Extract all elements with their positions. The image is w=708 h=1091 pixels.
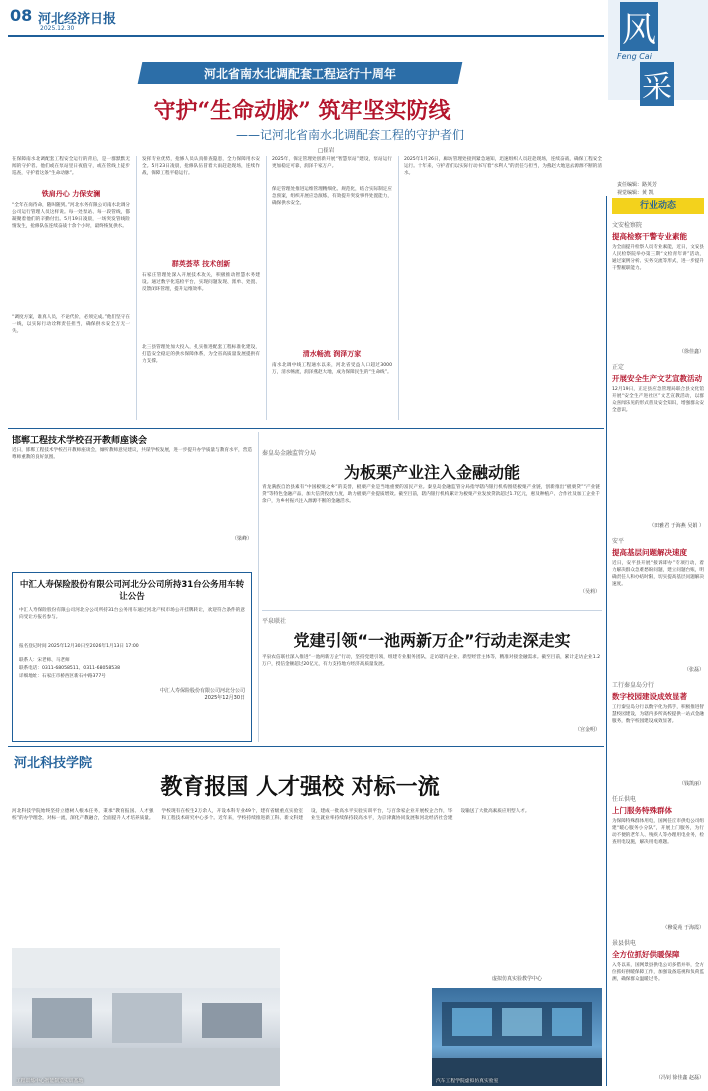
right-brief-3-kicker: 安平: [612, 538, 625, 545]
right-brief-6-kicker: 景县供电: [612, 940, 637, 947]
masthead-rule: [8, 35, 604, 37]
right-brief-1-kicker: 文安检察院: [612, 222, 643, 229]
issue-date: 2025.12.30: [40, 25, 75, 32]
lead-col-1: [12, 156, 130, 424]
lead-subhead: ——记河北省南水北调配套工程的守护者们: [235, 128, 464, 142]
brief-handan-body: [12, 447, 252, 547]
mid-story-2-headline: 党建引领“一池两新万企”行动走深走实: [293, 631, 571, 650]
sim-lab-caption: 汽车工程学院虚拟仿真实验室: [436, 1079, 499, 1084]
lead-subhead-2: 群英荟萃 技术创新: [171, 260, 231, 268]
right-brief-3-text: 近日，安平县开展“接诉即办”专项行动，着力解决群众急难愁盼问题，建立问题台账，明确责任人和办结时限，切实提高基层问题解决速度。: [612, 561, 704, 587]
transfer-notice-phone: 联系电话：0311-68058511、0311-68058538: [19, 666, 121, 671]
bottom-story-col-text: [286, 948, 426, 1086]
bottom-story-body: [12, 808, 602, 948]
section-char-cai: 采: [640, 62, 674, 106]
editor-line-2: 视觉编辑：黄 凯: [617, 190, 654, 196]
training-center-photo: [12, 948, 280, 1086]
right-brief-3-title: 提高基层问题解决速度: [612, 548, 687, 557]
right-brief-1-text: 为全面提升检察人员专业素能，近日，文安县人民检察院举办第三期“文检青年讲”活动，通过案例分析、实务交流等形式，进一步提升干警履职能力。: [612, 245, 704, 271]
industry-news-header: 行业动态: [612, 198, 704, 214]
page-number: 08: [10, 6, 33, 25]
lead-para-5: 石家庄管理处深入开展技术攻关，积极推动智慧水务建设。通过数字化巡检平台，实现问题发现、派单、处置、反馈闭环管理，提升运维效率。: [142, 273, 260, 292]
mid-story-2-kicker: 平泉联社: [262, 618, 287, 625]
col-divider: [258, 432, 259, 742]
mid-story-2-body: [262, 654, 600, 740]
mid-story-1-body: [262, 484, 600, 604]
banner-text: 河北省南水北调配套工程运行十周年: [203, 67, 396, 81]
right-brief-1: [612, 220, 704, 358]
bottom-story-kicker: 河北科技学院: [14, 756, 93, 771]
right-brief-6-text: 入冬以来，国网景县供电公司多措并举，全方位抓好供暖保障工作，加强设备巡视和负荷监测，确保群众温暖过冬。: [612, 963, 704, 982]
bottom-story-text: 河北科技学院始终坚持立德树人根本任务，秉承“教育报国、人才强校”的办学理念，对标一流，深化产教融合，全面提升人才培养质量。学校现有在校生2万余人，开设本科专业49个，建有省级重点实验室和工程技术研究中心多个。近年来，学校持续推进新工科、新文科建设，建成一批高水平实验实训平台，与百余家企业开展校企合作，毕业生就业率持续保持较高水平，为京津冀协同发展和河北经济社会建设输送了大批高素质应用型人才。: [12, 809, 530, 821]
lead-para-8: 保定管理处推进运维管理精细化、规范化，结合实际制定应急预案，组织开展应急演练，有效提升突发事件处置能力，确保供水安全。: [272, 187, 392, 206]
right-brief-1-sig: （徐佳鑫）: [678, 349, 704, 355]
section-char-feng: 风: [620, 2, 658, 51]
col-divider: [266, 156, 267, 420]
section-rule: [8, 746, 604, 747]
right-brief-6-title: 全方位抓好供暖保障: [612, 950, 680, 959]
paper-name: 河北经济日报: [38, 12, 117, 27]
right-brief-6-sig: （冯钊 徐佳鑫 赵磊）: [655, 1075, 704, 1081]
brief-handan-sig: （梁峰）: [231, 536, 252, 542]
lead-para-2: “全年在岗待命，随叫随到。”河北水务有限公司南水北调分公司运行管理人员这样说。每一处泵站、每一段管线，都凝聚着他们的辛勤付出。5月19日凌晨，一场突发管线险情发生，抢修队伍连续奋战十余个小时，最终恢复供水。: [12, 203, 130, 229]
right-brief-5-kicker: 任丘供电: [612, 796, 637, 803]
sim-center-caption: 虚拟仿真实验教学中心: [491, 976, 542, 982]
right-brief-1-title: 提高检察干警专业素能: [612, 232, 687, 241]
right-brief-2: [612, 362, 704, 532]
sim-lab-photo: [432, 988, 602, 1086]
right-brief-4-title: 数字校园建设成效显著: [612, 692, 687, 701]
lead-col-3: [272, 156, 392, 424]
transfer-notice-address: 详细地址：石家庄市桥西区新石中路377号: [19, 674, 106, 679]
right-brief-2-sig: （田雅君 于海燕 吴娟 ）: [649, 523, 704, 529]
right-brief-2-text: 12月19日，正定县应急管理局联合县文化馆开展“安全生产进社区”文艺宣教活动，以群众喜闻乐见的形式普及安全知识，增强群众安全意识。: [612, 387, 704, 413]
lead-para-10: 2025年1月26日，廊坊管理处接到紧急通知，迅速组织人员赶赴现场，连续奋战，确保工程安全运行。十年来，守护者们以实际行动书写着“水利人”的责任与担当，为燕赵大地送去源源不断的清水。: [404, 157, 602, 176]
transfer-notice-signer: 中汇人寿保险股份有限公司河北分公司: [159, 688, 245, 694]
lead-col-4: [404, 156, 602, 424]
lead-subhead-3: 清水畅流 润泽万家: [302, 350, 362, 358]
sim-lab-illustration: [432, 988, 602, 1086]
right-brief-4: [612, 680, 704, 790]
mid-story-2-sig: （宫金明）: [574, 727, 600, 733]
transfer-notice-text: 中汇人寿保险股份有限公司河北分公司所持31台公务用车通过河北产权市场公开挂牌转让，欢迎符合条件的意向受让方报名参与。: [19, 608, 245, 620]
right-brief-4-text: 工行秦皇岛分行以数字化为抓手，积极推进智慧校园建设，为辖内多所高校提供一站式金融服务，数字校园建设成效显著。: [612, 705, 704, 724]
lead-para-9: 南水北调中线工程通水以来，河北省受益人口超过3000万，清水畅流，润泽燕赵大地，成为保障民生的“生命线”。: [272, 363, 392, 375]
lead-byline: □崔岩: [318, 148, 335, 154]
transfer-notice-date: 2025年12月30日: [204, 695, 245, 701]
mid-story-1-kicker: 秦皇岛金融监管分局: [262, 450, 317, 457]
brief-handan-text: 近日，邯郸工程技术学校召开教师座谈会，倾听教师意见建议，共谋学校发展，进一步提升办学质量与教育水平，营造尊师重教的良好氛围。: [12, 448, 252, 460]
right-brief-5: [612, 794, 704, 934]
transfer-notice-dates: 报名登记时间 2025年12月30日至2026年1月13日 17:00: [19, 644, 139, 649]
right-brief-5-sig: （穆爱苑 于海霞）: [662, 925, 704, 931]
lead-para-1: 在保障南水北调配套工程安全运行的背后，是一群默默无闻的守护者。他们或在泵站里日夜值守，或在管线上徒步巡查，守护着这条“生命动脉”。: [12, 157, 130, 176]
lead-headline: 守护“生命动脉” 筑牢坚实防线: [153, 98, 451, 124]
right-brief-4-kicker: 工行秦皇岛分行: [612, 682, 655, 689]
training-center-caption: 工程训练中心智能制造实训基地: [16, 1079, 84, 1084]
right-brief-3-sig: （张磊）: [683, 667, 704, 673]
right-col-divider: [606, 196, 607, 1086]
transfer-notice-contact: 联系人：宋老师、马老师: [19, 658, 70, 663]
right-brief-5-text: 为保障特殊群体用电，国网任丘市供电公司组建“暖心服务小分队”，开展上门服务，为行动不便的老年人、残疾人等办理用电业务，检查用电设施，解决用电难题。: [612, 819, 704, 845]
transfer-notice-title: 中汇人寿保险股份有限公司河北分公司所持31台公务用车转让公告: [19, 580, 245, 602]
bottom-story-headline: 教育报国 人才强校 对标一流: [160, 774, 440, 800]
col-divider: [398, 156, 399, 420]
right-brief-6: [612, 938, 704, 1086]
brief-handan-title: 邯郸工程技术学校召开教师座谈会: [12, 436, 148, 446]
lead-col-2: [142, 156, 260, 424]
editor-line-1: 责任编辑：路英芳: [617, 182, 658, 188]
story-rule: [262, 610, 602, 611]
right-brief-2-kicker: 正定: [612, 364, 625, 371]
section-rule: [8, 428, 604, 429]
col-divider: [136, 156, 137, 420]
right-brief-4-sig: （钱凯丽）: [678, 781, 704, 787]
right-brief-3: [612, 536, 704, 676]
lead-para-3: “调度方案，谁真人员，不论代价，必须完成。”他们坚守在一线，以实际行动诠释责任担当，确保供水安全万无一失。: [12, 315, 130, 334]
lead-para-6: 北三县管理处加大投入，扎实推进配套工程标准化建设，打造安全稳定的供水保障体系，为全省高质量发展提供有力支撑。: [142, 345, 260, 364]
mid-story-1-sig: （吴莉）: [579, 589, 600, 595]
mid-story-2-text: 平泉农信联社深入推进“一池两新万企”行动，坚持党建引领，组建专业服务团队，走访辖内企业、新型经营主体等，精准对接金融需求。截至目前，累计走访企业1.2万户，授信金额超过20亿元，有力支持地方经济高质量发展。: [262, 655, 600, 667]
lead-para-7: 2025年，保定管理处创新开展“智慧泵站”建设，泵站运行更加稳定可靠，润泽千家万户。: [272, 157, 392, 169]
right-brief-5-title: 上门服务特殊群体: [612, 806, 672, 815]
mid-story-1-headline: 为板栗产业注入金融动能: [343, 463, 520, 482]
lead-para-4: 发挥专业优势，抢修人员认真排查隐患，全力保障用水安全。5月23日凌晨，抢修队伍冒着大雨赶赴现场，连续作战，保障工程平稳运行。: [142, 157, 260, 176]
section-en: Feng Cai: [617, 52, 652, 61]
lead-subhead-1: 铁肩丹心 力保安澜: [41, 190, 101, 198]
training-center-illustration: [12, 948, 280, 1086]
transfer-notice-box: [12, 572, 252, 742]
mid-story-1-text: 青龙满族自治县素有“中国板栗之乡”的美誉，板栗产业是当地重要的富民产业。秦皇岛金融监管分局指导辖内银行机构围绕板栗产业链，创新推出“板栗贷”“产业链贷”等特色金融产品，加大信贷投放力度，助力板栗产业提质增效。截至目前，辖内银行机构累计为板栗产业发放贷款超过1.7亿元，惠及种植户、合作社及加工企业千余户，为乡村振兴注入源源不断的金融活水。: [262, 485, 600, 504]
right-brief-2-title: 开展安全生产文艺宣教活动: [612, 374, 702, 383]
